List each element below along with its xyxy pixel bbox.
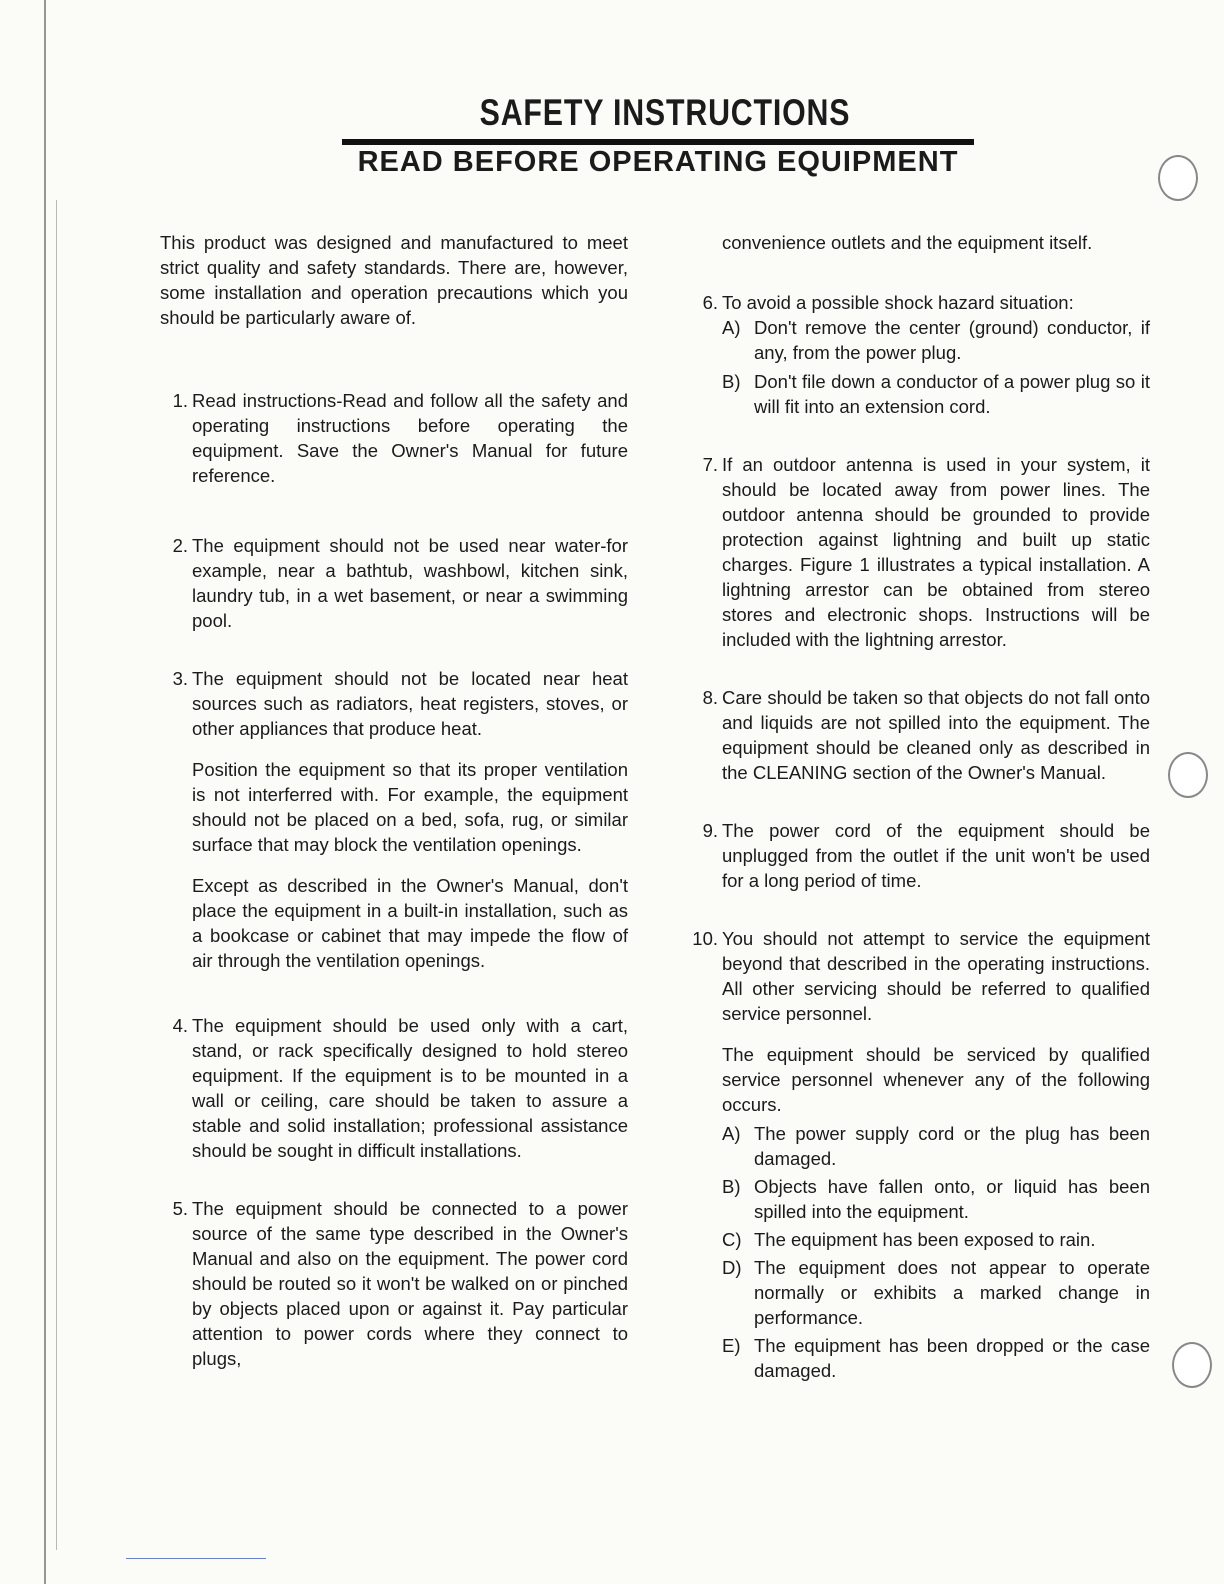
bottom-rule [126, 1558, 266, 1559]
instruction-item-7 [690, 452, 1150, 652]
binder-hole [1168, 752, 1208, 798]
scan-edge-line [56, 200, 57, 1550]
instruction-item-6 [690, 290, 1150, 315]
item-text: The equipment should be connected to a power source of the same type described in the Owner's Manual and also on the equipment. The power cord should be routed so it won't be walked on or pinched by objects placed upon or against it. Pay particular attention to power cords where they connect to plugs, [192, 1198, 628, 1369]
item-text: Read instructions-Read and follow all the safety and operating instructions before operating the equipment. Save the Owner's Manual for future reference. [192, 390, 628, 486]
page-title: SAFETY INSTRUCTIONS [479, 92, 851, 133]
item-text: The equipment should be used only with a cart, stand, or rack specifically designed to hold stereo equipment. If the equipment is to be mounted in a wall or ceiling, care should be taken to assure a stable and solid installation; professional assistance should be sought in difficult installations. [192, 1015, 628, 1161]
instruction-item-2 [160, 533, 628, 633]
left-column [160, 230, 628, 1371]
title-rule [342, 139, 974, 145]
binder-hole [1158, 155, 1198, 201]
subitem-text: The equipment has been exposed to rain. [754, 1229, 1096, 1250]
item-text: To avoid a possible shock hazard situation: [722, 292, 1074, 313]
item-number: 1. [172, 390, 188, 411]
item-number: 6. [702, 292, 718, 313]
subitem-text: The equipment does not appear to operate normally or exhibits a marked change in performance. [754, 1257, 1150, 1328]
subitem-a [722, 315, 1150, 365]
subitem-text: Objects have fallen onto, or liquid has been spilled into the equipment. [754, 1176, 1150, 1222]
subitem-text: The power supply cord or the plug has been damaged. [754, 1123, 1150, 1169]
subitem-text: Don't file down a conductor of a power plug so it will fit into an extension cord. [754, 371, 1150, 417]
item-number: 8. [702, 687, 718, 708]
item-number: 5. [172, 1198, 188, 1219]
item-number: 10. [692, 928, 718, 949]
item-text: If an outdoor antenna is used in your system, it should be located away from power lines. The outdoor antenna should be grounded to provide protection against lightning and built up static charges. Figure 1 illustrates a typical installation. A lightning arrestor can be obtained from stereo stores and electronic shops. Instructions will be included with the lightning arrestor. [722, 454, 1150, 650]
item-text: You should not attempt to service the equipment beyond that described in the operating instructions. All other servicing should be referred to qualified service personnel. [722, 928, 1150, 1024]
item-text: The equipment should not be used near water-for example, near a bathtub, washbowl, kitchen sink, laundry tub, in a wet basement, or near a swimming pool. [192, 535, 628, 631]
subitem-e [722, 1333, 1150, 1383]
binder-hole [1172, 1342, 1212, 1388]
subitem-a [722, 1121, 1150, 1171]
item-number: 4. [172, 1015, 188, 1036]
item-3-paragraph: Position the equipment so that its proper ventilation is not interferred with. For example, the equipment should not be placed on a bed, sofa, rug, or similar surface that may block the ventilation openings. [192, 759, 628, 855]
subitem-letter: C) [722, 1229, 742, 1250]
subitem-b [722, 369, 1150, 419]
subitem-letter: A) [722, 1123, 741, 1144]
item-number: 2. [172, 535, 188, 556]
instruction-item-4 [160, 1013, 628, 1163]
item-number: 9. [702, 820, 718, 841]
intro-paragraph: This product was designed and manufactured to meet strict quality and safety standards. There are, however, some installation and operation precautions which you should be particularly aware of. [160, 232, 628, 328]
instruction-item-1 [160, 388, 628, 488]
instruction-item-9 [690, 818, 1150, 893]
subitem-letter: B) [722, 371, 741, 392]
right-column [690, 230, 1150, 1383]
item-number: 7. [702, 454, 718, 475]
subitem-letter: E) [722, 1335, 741, 1356]
subitem-letter: B) [722, 1176, 741, 1197]
subitem-letter: A) [722, 317, 741, 338]
item-number: 3. [172, 668, 188, 689]
instruction-item-5 [160, 1196, 628, 1371]
subitem-d [722, 1255, 1150, 1330]
subitem-letter: D) [722, 1257, 742, 1278]
item-6-subitems [690, 315, 1150, 419]
subitem-b [722, 1174, 1150, 1224]
item-5-continued: convenience outlets and the equipment itself. [722, 232, 1093, 253]
item-3-paragraph: Except as described in the Owner's Manual, don't place the equipment in a built-in installation, such as a bookcase or cabinet that may impede the flow of air through the ventilation openings. [192, 875, 628, 971]
item-10-subitems [690, 1121, 1150, 1383]
instruction-item-10 [690, 926, 1150, 1026]
scan-edge-line [44, 0, 46, 1584]
instruction-item-3 [160, 666, 628, 741]
page-subtitle: READ BEFORE OPERATING EQUIPMENT [357, 146, 959, 178]
item-text: The power cord of the equipment should be unplugged from the outlet if the unit won't be used for a long period of time. [722, 820, 1150, 891]
instruction-item-8 [690, 685, 1150, 785]
item-10-paragraph: The equipment should be serviced by qualified service personnel whenever any of the following occurs. [722, 1044, 1150, 1115]
subitem-text: The equipment has been dropped or the case damaged. [754, 1335, 1150, 1381]
subitem-c [722, 1227, 1150, 1252]
item-text: The equipment should not be located near heat sources such as radiators, heat registers, stoves, or other appliances that produce heat. [192, 668, 628, 739]
item-text: Care should be taken so that objects do not fall onto and liquids are not spilled into the equipment. The equipment should be cleaned only as described in the CLEANING section of the Owner's Manual. [722, 687, 1150, 783]
subitem-text: Don't remove the center (ground) conductor, if any, from the power plug. [754, 317, 1150, 363]
